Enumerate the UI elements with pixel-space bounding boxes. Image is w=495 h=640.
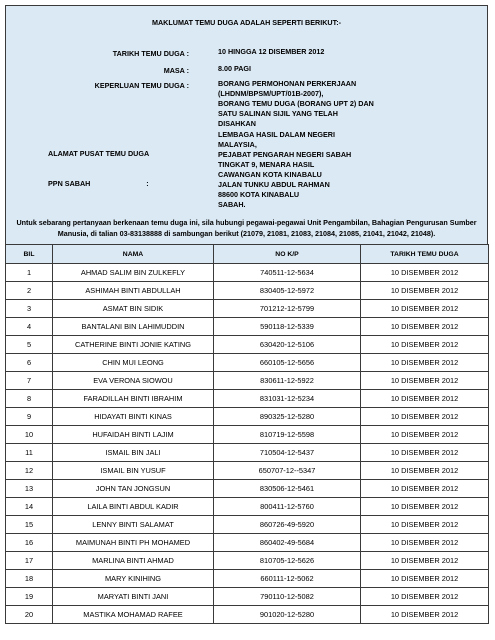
table-row <box>6 480 489 498</box>
cell-nama: ISMAIL BIN YUSUF <box>53 462 214 480</box>
cell-tarikh: 10 DISEMBER 2012 <box>361 336 489 354</box>
masa-value: 8.00 PAGI <box>218 64 252 73</box>
cell-tarikh: 10 DISEMBER 2012 <box>361 264 489 282</box>
cell-nokp: 590118-12-5339 <box>214 318 361 336</box>
cell-nokp: 901020-12-5280 <box>214 606 361 624</box>
keperluan-line: (LHDNM/BPSM/UPT/01B-2007), <box>218 89 324 98</box>
cell-nama: CHIN MUI LEONG <box>53 354 214 372</box>
table-row <box>6 300 489 318</box>
cell-bil: 20 <box>6 606 53 624</box>
alamat-label-line: ALAMAT PUSAT TEMU DUGA <box>48 149 150 158</box>
cell-nokp: 830611-12-5922 <box>214 372 361 390</box>
cell-nama: MARYATI BINTI JANI <box>53 588 214 606</box>
cell-nokp: 810719-12-5598 <box>214 426 361 444</box>
keperluan-label: KEPERLUAN TEMU DUGA : <box>94 81 189 90</box>
cell-tarikh: 10 DISEMBER 2012 <box>361 552 489 570</box>
cell-nokp: 660111-12-5062 <box>214 570 361 588</box>
tarikh-label: TARIKH TEMU DUGA : <box>112 49 189 58</box>
cell-nokp: 630420-12-5106 <box>214 336 361 354</box>
cell-bil: 19 <box>6 588 53 606</box>
alamat-line: CAWANGAN KOTA KINABALU <box>218 170 322 179</box>
keperluan-line: SATU SALINAN SIJIL YANG TELAH <box>218 109 338 118</box>
cell-nama: HIDAYATI BINTI KINAS <box>53 408 214 426</box>
cell-bil: 13 <box>6 480 53 498</box>
cell-tarikh: 10 DISEMBER 2012 <box>361 282 489 300</box>
alamat-line: MALAYSIA, <box>218 140 257 149</box>
col-header-bil: BIL <box>6 245 53 264</box>
table-row <box>6 336 489 354</box>
table-row <box>6 606 489 624</box>
cell-nokp: 790110-12-5082 <box>214 588 361 606</box>
cell-nokp: 890325-12-5280 <box>214 408 361 426</box>
cell-tarikh: 10 DISEMBER 2012 <box>361 516 489 534</box>
table-row <box>6 282 489 300</box>
cell-bil: 5 <box>6 336 53 354</box>
cell-nokp: 740511-12-5634 <box>214 264 361 282</box>
alamat-label <box>48 129 149 209</box>
keperluan-value <box>218 79 374 129</box>
cell-nama: MARY KINIHING <box>53 570 214 588</box>
cell-nama: LAILA BINTI ABDUL KADIR <box>53 498 214 516</box>
cell-bil: 12 <box>6 462 53 480</box>
col-header-nama: NAMA <box>53 245 214 264</box>
cell-nokp: 800411-12-5760 <box>214 498 361 516</box>
cell-nama: ISMAIL BIN JALI <box>53 444 214 462</box>
col-header-tarikh: TARIKH TEMU DUGA <box>361 245 489 264</box>
cell-nama: JOHN TAN JONGSUN <box>53 480 214 498</box>
cell-bil: 4 <box>6 318 53 336</box>
cell-bil: 14 <box>6 498 53 516</box>
info-title: MAKLUMAT TEMU DUGA ADALAH SEPERTI BERIKUT:- <box>152 18 341 27</box>
interview-info-box <box>5 5 488 245</box>
alamat-line: SABAH. <box>218 200 246 209</box>
cell-tarikh: 10 DISEMBER 2012 <box>361 372 489 390</box>
cell-tarikh: 10 DISEMBER 2012 <box>361 444 489 462</box>
tarikh-value: 10 HINGGA 12 DISEMBER 2012 <box>218 47 325 56</box>
cell-tarikh: 10 DISEMBER 2012 <box>361 480 489 498</box>
cell-bil: 17 <box>6 552 53 570</box>
table-row <box>6 372 489 390</box>
alamat-line: TINGKAT 9, MENARA HASIL <box>218 160 315 169</box>
cell-bil: 7 <box>6 372 53 390</box>
cell-bil: 6 <box>6 354 53 372</box>
cell-nama: HUFAIDAH BINTI LAJIM <box>53 426 214 444</box>
col-header-nokp: NO K/P <box>214 245 361 264</box>
alamat-value <box>218 130 351 210</box>
cell-tarikh: 10 DISEMBER 2012 <box>361 570 489 588</box>
table-row <box>6 444 489 462</box>
cell-tarikh: 10 DISEMBER 2012 <box>361 390 489 408</box>
cell-nama: BANTALANI BIN LAHIMUDDIN <box>53 318 214 336</box>
cell-tarikh: 10 DISEMBER 2012 <box>361 300 489 318</box>
table-row <box>6 264 489 282</box>
cell-bil: 18 <box>6 570 53 588</box>
cell-bil: 8 <box>6 390 53 408</box>
table-row <box>6 426 489 444</box>
alamat-line: PEJABAT PENGARAH NEGERI SABAH <box>218 150 352 159</box>
cell-tarikh: 10 DISEMBER 2012 <box>361 462 489 480</box>
cell-nama: LENNY BINTI SALAMAT <box>53 516 214 534</box>
cell-nama: EVA VERONA SIOWOU <box>53 372 214 390</box>
cell-tarikh: 10 DISEMBER 2012 <box>361 498 489 516</box>
table-row <box>6 318 489 336</box>
keperluan-line: DISAHKAN <box>218 119 256 128</box>
cell-bil: 1 <box>6 264 53 282</box>
cell-tarikh: 10 DISEMBER 2012 <box>361 426 489 444</box>
alamat-line: 88600 KOTA KINABALU <box>218 190 300 199</box>
cell-nokp: 860402-49-5684 <box>214 534 361 552</box>
table-row <box>6 354 489 372</box>
cell-tarikh: 10 DISEMBER 2012 <box>361 354 489 372</box>
cell-bil: 16 <box>6 534 53 552</box>
keperluan-line: BORANG TEMU DUGA (BORANG UPT 2) DAN <box>218 99 374 108</box>
cell-nama: AHMAD SALIM BIN ZULKEFLY <box>53 264 214 282</box>
cell-nokp: 830405-12-5972 <box>214 282 361 300</box>
contact-note <box>10 217 483 239</box>
alamat-line: LEMBAGA HASIL DALAM NEGERI <box>218 130 335 139</box>
cell-tarikh: 10 DISEMBER 2012 <box>361 534 489 552</box>
cell-nokp: 710504-12-5437 <box>214 444 361 462</box>
cell-nama: FARADILLAH BINTI IBRAHIM <box>53 390 214 408</box>
cell-bil: 9 <box>6 408 53 426</box>
table-row <box>6 570 489 588</box>
table-header-row <box>6 245 489 264</box>
cell-bil: 3 <box>6 300 53 318</box>
cell-tarikh: 10 DISEMBER 2012 <box>361 318 489 336</box>
cell-bil: 15 <box>6 516 53 534</box>
cell-nama: CATHERINE BINTI JONIE KATING <box>53 336 214 354</box>
cell-nokp: 660105-12-5656 <box>214 354 361 372</box>
table-row <box>6 516 489 534</box>
cell-bil: 11 <box>6 444 53 462</box>
cell-nokp: 701212-12-5799 <box>214 300 361 318</box>
table-row <box>6 390 489 408</box>
cell-tarikh: 10 DISEMBER 2012 <box>361 408 489 426</box>
cell-nokp: 830506-12-5461 <box>214 480 361 498</box>
cell-nokp: 831031-12-5234 <box>214 390 361 408</box>
table-row <box>6 498 489 516</box>
keperluan-line: BORANG PERMOHONAN PERKERJAAN <box>218 79 357 88</box>
cell-bil: 2 <box>6 282 53 300</box>
alamat-line: JALAN TUNKU ABDUL RAHMAN <box>218 180 330 189</box>
cell-nokp: 860726-49-5920 <box>214 516 361 534</box>
contact-line: Manusia, di talian 03-83138888 di sambungan berikut (21079, 21081, 21083, 21084, 21085, 21041, 21042, 21048). <box>57 229 436 238</box>
cell-nokp: 810705-12-5626 <box>214 552 361 570</box>
cell-nama: MASTIKA MOHAMAD RAFEE <box>53 606 214 624</box>
cell-tarikh: 10 DISEMBER 2012 <box>361 588 489 606</box>
alamat-label-line: PPN SABAH : <box>48 179 149 188</box>
cell-bil: 10 <box>6 426 53 444</box>
table-row <box>6 534 489 552</box>
table-row <box>6 408 489 426</box>
cell-nama: ASMAT BIN SIDIK <box>53 300 214 318</box>
contact-line: Untuk sebarang pertanyaan berkenaan temu duga ini, sila hubungi pegawai-pegawai Unit Pengambilan, Bahagian Pengurusan Sumber <box>16 218 477 227</box>
table-row <box>6 552 489 570</box>
cell-nama: MARLINA BINTI AHMAD <box>53 552 214 570</box>
cell-nokp: 650707-12--5347 <box>214 462 361 480</box>
cell-nama: ASHIMAH BINTI ABDULLAH <box>53 282 214 300</box>
table-row <box>6 588 489 606</box>
cell-nama: MAIMUNAH BINTI PH MOHAMED <box>53 534 214 552</box>
cell-tarikh: 10 DISEMBER 2012 <box>361 606 489 624</box>
masa-label: MASA : <box>163 66 189 75</box>
table-row <box>6 462 489 480</box>
candidate-table <box>5 244 489 624</box>
